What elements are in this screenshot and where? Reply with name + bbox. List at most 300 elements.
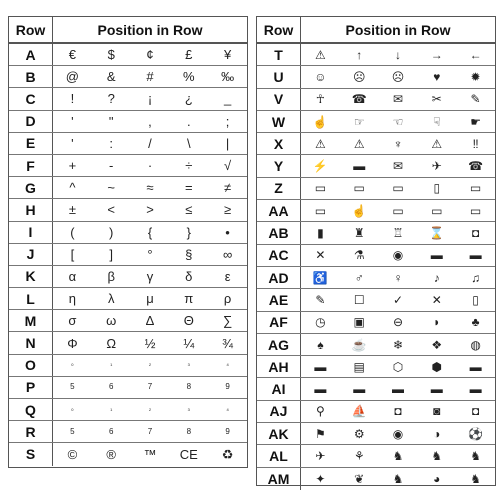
right-header-position-label: Position in Row — [345, 21, 451, 38]
symbol-cell: ‰ — [221, 69, 235, 85]
row-label: AD — [257, 267, 301, 288]
symbol-cell: ≥ — [224, 202, 232, 218]
symbol-group — [301, 44, 495, 65]
symbol-cell: ) — [109, 224, 114, 240]
symbol-group — [301, 222, 495, 243]
symbol-group — [301, 312, 495, 333]
right-header-row — [257, 17, 495, 44]
left-table-row — [9, 421, 247, 443]
symbol-cell: ≈ — [146, 180, 154, 196]
symbol-cell: Φ — [67, 335, 78, 351]
symbol-cell: ✕ — [315, 248, 326, 263]
symbol-cell: ‼ — [472, 136, 479, 151]
right-table-row — [257, 267, 495, 289]
symbol-cell: ✦ — [315, 471, 326, 486]
symbol-cell: ✉ — [392, 92, 404, 107]
right-symbol-table — [256, 16, 496, 486]
symbol-cell: ↓ — [394, 47, 401, 62]
symbol-cell: ∞ — [222, 246, 233, 262]
left-table-row — [9, 133, 247, 155]
symbol-cell: γ — [146, 268, 154, 284]
right-table-row — [257, 378, 495, 400]
symbol-cell: ♞ — [392, 471, 404, 486]
row-label: O — [9, 355, 53, 376]
left-table-row — [9, 222, 247, 244]
symbol-cell: ☟ — [433, 114, 441, 129]
symbol-cell: ρ — [223, 291, 232, 307]
symbol-group — [53, 377, 247, 398]
symbol-cell: ♀ — [393, 270, 403, 285]
row-label: AK — [257, 423, 301, 444]
symbol-cell: ↑ — [356, 47, 363, 62]
left-table-row — [9, 199, 247, 221]
row-label: L — [9, 288, 53, 309]
symbol-cell: ▬ — [314, 359, 327, 374]
symbol-cell: 6 — [108, 426, 114, 436]
symbol-cell: , — [148, 113, 152, 129]
row-label: AC — [257, 245, 301, 266]
symbol-cell: ☞ — [353, 114, 365, 129]
left-table-row — [9, 266, 247, 288]
left-header-position-label: Position in Row — [97, 21, 203, 38]
symbol-cell: λ — [107, 291, 115, 307]
symbol-cell: | — [225, 135, 230, 151]
symbol-cell: 2 — [148, 406, 152, 412]
symbol-cell: ÷ — [185, 158, 193, 174]
symbol-cell: ⌛ — [429, 226, 445, 241]
symbol-cell: 3 — [187, 406, 190, 412]
symbol-cell: ◑ — [433, 426, 441, 441]
symbol-cell: ☝ — [312, 114, 328, 129]
symbol-group — [301, 468, 495, 490]
symbol-cell: β — [107, 268, 115, 284]
symbol-cell: Δ — [145, 313, 155, 329]
symbol-group — [301, 267, 495, 288]
symbol-cell: ⚗ — [353, 248, 365, 263]
symbol-cell: = — [184, 180, 193, 196]
row-label: S — [9, 443, 53, 465]
symbol-cell: % — [183, 69, 195, 85]
symbol-group — [53, 155, 247, 176]
symbol-cell: ⚘ — [353, 448, 365, 463]
symbol-group — [53, 355, 247, 376]
row-label: AA — [257, 200, 301, 221]
symbol-cell: ◍ — [470, 337, 481, 352]
symbol-cell: ▮ — [317, 226, 324, 241]
symbol-cell: ° — [147, 246, 153, 262]
symbol-group — [301, 378, 495, 399]
symbol-cell: ▬ — [353, 159, 366, 174]
symbol-cell: ▯ — [433, 181, 441, 196]
symbol-cell: & — [106, 69, 116, 85]
symbol-cell: ♞ — [392, 448, 404, 463]
right-table-row — [257, 445, 495, 467]
row-label: R — [9, 421, 53, 442]
symbol-cell: ✓ — [392, 292, 404, 307]
symbol-cell: ☹ — [391, 69, 405, 84]
symbol-cell: ▣ — [353, 315, 365, 330]
symbol-cell: ∑ — [222, 313, 233, 329]
symbol-cell: δ — [185, 268, 193, 284]
symbol-cell: ✎ — [315, 292, 326, 307]
symbol-cell: ⊖ — [392, 315, 404, 330]
symbol-cell: ⚠ — [431, 136, 443, 151]
symbol-cell: ☹ — [352, 69, 366, 84]
symbol-group — [53, 288, 247, 309]
row-label: AI — [257, 378, 301, 399]
symbol-group — [53, 44, 247, 65]
row-label: C — [9, 88, 53, 109]
symbol-cell: { — [147, 224, 153, 240]
symbol-cell: @ — [65, 69, 79, 85]
symbol-cell: ▭ — [469, 203, 482, 218]
symbol-cell: ✹ — [470, 69, 481, 84]
right-table-row — [257, 312, 495, 334]
symbol-group — [301, 66, 495, 87]
right-table-row — [257, 289, 495, 311]
symbol-cell: ⚙ — [353, 426, 365, 441]
symbol-cell: Ω — [106, 335, 117, 351]
symbol-cell: 4 — [226, 406, 229, 412]
symbol-cell: 3 — [187, 362, 190, 368]
symbol-cell: _ — [223, 91, 232, 107]
symbol-cell: ◘ — [471, 404, 480, 419]
right-table-row — [257, 401, 495, 423]
symbol-cell: ♻ — [221, 446, 234, 462]
symbol-group — [53, 244, 247, 265]
row-label: U — [257, 66, 301, 87]
right-table-row — [257, 222, 495, 244]
symbol-cell: ▬ — [314, 382, 327, 397]
symbol-cell: ~ — [107, 180, 115, 196]
symbol-cell: ⚠ — [315, 47, 326, 62]
symbol-cell: ε — [224, 268, 231, 284]
symbol-cell: ✂ — [431, 92, 442, 107]
symbol-group — [53, 177, 247, 198]
symbol-cell: ♫ — [471, 270, 481, 285]
symbol-cell: α — [68, 268, 77, 284]
right-table-row — [257, 356, 495, 378]
symbol-cell: η — [68, 291, 77, 307]
symbol-cell: ▭ — [314, 181, 327, 196]
row-label: F — [9, 155, 53, 176]
symbol-cell: . — [186, 113, 191, 129]
symbol-cell: ^ — [69, 180, 76, 196]
symbol-cell: 1 — [110, 362, 113, 368]
right-table-row — [257, 66, 495, 88]
symbol-cell: Θ — [183, 313, 194, 329]
right-table-row — [257, 89, 495, 111]
row-label: H — [9, 199, 53, 220]
symbol-cell: ⚠ — [315, 136, 326, 151]
symbol-cell: ? — [107, 91, 115, 107]
symbol-cell: ' — [71, 113, 74, 129]
symbol-cell: ▬ — [469, 359, 482, 374]
symbol-cell: ☎ — [351, 92, 367, 107]
symbol-group — [301, 89, 495, 110]
symbol-group — [53, 399, 247, 420]
symbol-group — [301, 245, 495, 266]
left-table-row — [9, 66, 247, 88]
symbol-group — [301, 200, 495, 221]
left-table-row — [9, 399, 247, 421]
symbol-cell: ▬ — [353, 382, 366, 397]
symbol-cell: ] — [109, 246, 113, 262]
symbol-cell: © — [67, 446, 78, 462]
symbol-cell: ◕ — [433, 471, 441, 486]
row-label: AF — [257, 312, 301, 333]
symbol-cell: § — [185, 246, 193, 262]
row-label: W — [257, 111, 301, 132]
symbol-cell: ♞ — [431, 448, 443, 463]
left-table-row — [9, 288, 247, 310]
symbol-cell: 7 — [147, 382, 153, 392]
symbol-cell: ♪ — [433, 270, 440, 285]
symbol-cell: ☜ — [392, 114, 404, 129]
symbol-cell: ¼ — [183, 335, 195, 351]
symbol-group — [53, 111, 247, 132]
symbol-group — [53, 199, 247, 220]
right-table-row — [257, 178, 495, 200]
row-label: AE — [257, 289, 301, 310]
row-label: G — [9, 177, 53, 198]
symbol-cell: ♆ — [393, 136, 403, 151]
symbol-cell: ❖ — [431, 337, 443, 352]
row-label: AB — [257, 222, 301, 243]
symbol-cell: ♥ — [433, 69, 441, 84]
symbol-cell: → — [430, 47, 443, 62]
symbol-cell: ½ — [144, 335, 156, 351]
symbol-cell: ✈ — [315, 448, 326, 463]
row-label: D — [9, 111, 53, 132]
symbol-cell: ¢ — [146, 47, 154, 63]
symbol-group — [301, 334, 495, 355]
symbol-cell: ✈ — [431, 159, 442, 174]
symbol-cell: 4 — [226, 362, 229, 368]
symbol-cell: 0 — [71, 362, 74, 368]
symbol-cell: ▬ — [430, 382, 443, 397]
symbol-cell: + — [68, 158, 77, 174]
row-label: T — [257, 44, 301, 65]
symbol-cell: ( — [70, 224, 75, 240]
row-label: Z — [257, 178, 301, 199]
symbol-cell: · — [147, 158, 153, 174]
symbol-cell: ❄ — [392, 337, 404, 352]
symbol-group — [53, 88, 247, 109]
symbol-group — [301, 133, 495, 154]
symbol-cell: ◘ — [394, 404, 402, 419]
symbol-cell: ¥ — [223, 47, 232, 63]
symbol-cell: ✉ — [392, 159, 404, 174]
symbol-cell: ≤ — [185, 202, 193, 218]
right-table-row — [257, 44, 495, 66]
row-label: B — [9, 66, 53, 87]
symbol-cell: π — [184, 291, 194, 307]
symbol-cell: ▭ — [392, 181, 404, 196]
symbol-cell: 6 — [108, 382, 114, 392]
symbol-cell: 8 — [186, 382, 192, 392]
symbol-cell: ⚠ — [353, 136, 365, 151]
symbol-cell: ☺ — [314, 69, 327, 84]
symbol-cell: ☛ — [470, 114, 481, 129]
row-label: Y — [257, 155, 301, 176]
symbol-cell: < — [107, 202, 115, 218]
symbol-cell: ◷ — [315, 315, 326, 330]
row-label: K — [9, 266, 53, 287]
symbol-cell: ♖ — [392, 226, 404, 241]
symbol-cell: ¾ — [222, 335, 233, 351]
symbol-cell: ✎ — [470, 92, 481, 107]
symbol-cell: ← — [469, 47, 482, 62]
symbol-cell: : — [109, 135, 113, 151]
symbol-cell: ≠ — [224, 180, 232, 196]
left-table-row — [9, 155, 247, 177]
left-symbol-table — [8, 16, 248, 468]
left-table-row — [9, 111, 247, 133]
symbol-cell: ⚽ — [468, 426, 484, 441]
symbol-cell: ✕ — [431, 292, 442, 307]
row-label: N — [9, 332, 53, 353]
row-label: AL — [257, 445, 301, 466]
symbol-cell: ☕ — [351, 337, 367, 352]
symbol-group — [53, 133, 247, 154]
symbol-cell: σ — [68, 313, 77, 329]
left-table-row — [9, 44, 247, 66]
symbol-cell: ; — [225, 113, 230, 129]
right-header-row-label: Row — [257, 17, 301, 42]
right-table-row — [257, 334, 495, 356]
left-table-row — [9, 88, 247, 110]
symbol-group — [53, 443, 247, 465]
symbol-cell: ♠ — [317, 337, 324, 352]
symbol-cell: ω — [106, 313, 117, 329]
row-label: I — [9, 222, 53, 243]
symbol-cell: 8 — [186, 426, 192, 436]
right-table-row — [257, 200, 495, 222]
symbol-group — [301, 289, 495, 310]
symbol-cell: √ — [224, 158, 232, 174]
symbol-cell: ▤ — [353, 359, 365, 374]
row-label: AJ — [257, 401, 301, 422]
symbol-cell: 5 — [70, 382, 75, 392]
left-table-row — [9, 244, 247, 266]
symbol-cell: 9 — [225, 426, 230, 436]
symbol-cell: ❦ — [354, 471, 365, 486]
symbol-group — [53, 421, 247, 442]
row-label: E — [9, 133, 53, 154]
symbol-group — [53, 222, 247, 243]
symbol-cell: ™ — [143, 446, 157, 462]
symbol-cell: $ — [107, 47, 115, 63]
symbol-cell: \ — [186, 135, 191, 151]
symbol-cell: 1 — [110, 406, 113, 412]
symbol-cell: ◙ — [433, 404, 441, 419]
symbol-cell: ¿ — [184, 91, 193, 107]
symbol-cell: ⚲ — [316, 404, 325, 419]
symbol-cell: ◉ — [392, 248, 404, 263]
symbol-cell: £ — [185, 47, 193, 63]
symbol-cell: ¡ — [147, 91, 153, 107]
right-table-row — [257, 468, 495, 490]
symbol-group — [53, 66, 247, 87]
left-table-row — [9, 377, 247, 399]
symbol-cell: ◉ — [392, 426, 404, 441]
right-table-row — [257, 111, 495, 133]
row-label: J — [9, 244, 53, 265]
symbol-cell: ♂ — [354, 270, 364, 285]
symbol-cell: 0 — [71, 406, 74, 412]
left-table-row — [9, 310, 247, 332]
row-label: AH — [257, 356, 301, 377]
row-label: AG — [257, 334, 301, 355]
symbol-cell: • — [225, 224, 230, 240]
left-table-row — [9, 355, 247, 377]
row-label: X — [257, 133, 301, 154]
left-table-row — [9, 177, 247, 199]
row-label: V — [257, 89, 301, 110]
symbol-cell: ◘ — [471, 226, 480, 241]
left-table-row — [9, 332, 247, 354]
symbol-group — [301, 155, 495, 176]
symbol-group — [301, 178, 495, 199]
symbol-cell: / — [148, 135, 152, 151]
symbol-cell: [ — [70, 246, 75, 262]
right-table-row — [257, 155, 495, 177]
symbol-cell: - — [109, 158, 114, 174]
symbol-cell: ⬢ — [431, 359, 443, 374]
symbol-cell: ◗ — [433, 315, 441, 330]
symbol-cell: ☎ — [468, 159, 484, 174]
symbol-cell: ⛵ — [351, 404, 367, 419]
symbol-cell: ▭ — [314, 203, 327, 218]
left-table-row — [9, 443, 247, 465]
symbol-group — [301, 401, 495, 422]
symbol-cell: ⚑ — [315, 426, 326, 441]
symbol-group — [53, 332, 247, 353]
symbol-cell: ☝ — [351, 203, 367, 218]
symbol-group — [301, 111, 495, 132]
left-header-row — [9, 17, 247, 44]
symbol-cell: ▭ — [392, 203, 404, 218]
symbol-cell: ☐ — [353, 292, 365, 307]
symbol-cell: μ — [146, 291, 154, 307]
symbol-cell: 9 — [225, 382, 230, 392]
symbol-cell: ♿ — [312, 270, 328, 285]
symbol-cell: ▬ — [391, 382, 404, 397]
right-table-row — [257, 133, 495, 155]
symbol-cell: € — [68, 47, 77, 63]
symbol-cell: ▬ — [469, 382, 482, 397]
symbol-cell: ® — [106, 446, 116, 462]
symbol-cell: ♞ — [470, 471, 481, 486]
symbol-cell: ⚡ — [312, 159, 328, 174]
symbol-group — [301, 423, 495, 444]
symbol-group — [301, 445, 495, 466]
symbol-cell: > — [146, 202, 154, 218]
symbol-cell: ' — [71, 135, 74, 151]
symbol-cell: ▬ — [430, 248, 443, 263]
symbol-cell: ♜ — [353, 226, 365, 241]
symbol-cell: CE — [179, 446, 198, 462]
symbol-cell: ▭ — [431, 203, 443, 218]
right-table-row — [257, 423, 495, 445]
row-label: M — [9, 310, 53, 331]
symbol-cell: ⬡ — [392, 359, 404, 374]
symbol-cell: ♣ — [471, 315, 480, 330]
left-header-row-label: Row — [9, 17, 53, 42]
symbol-cell: # — [146, 69, 154, 85]
symbol-cell: " — [108, 113, 114, 129]
